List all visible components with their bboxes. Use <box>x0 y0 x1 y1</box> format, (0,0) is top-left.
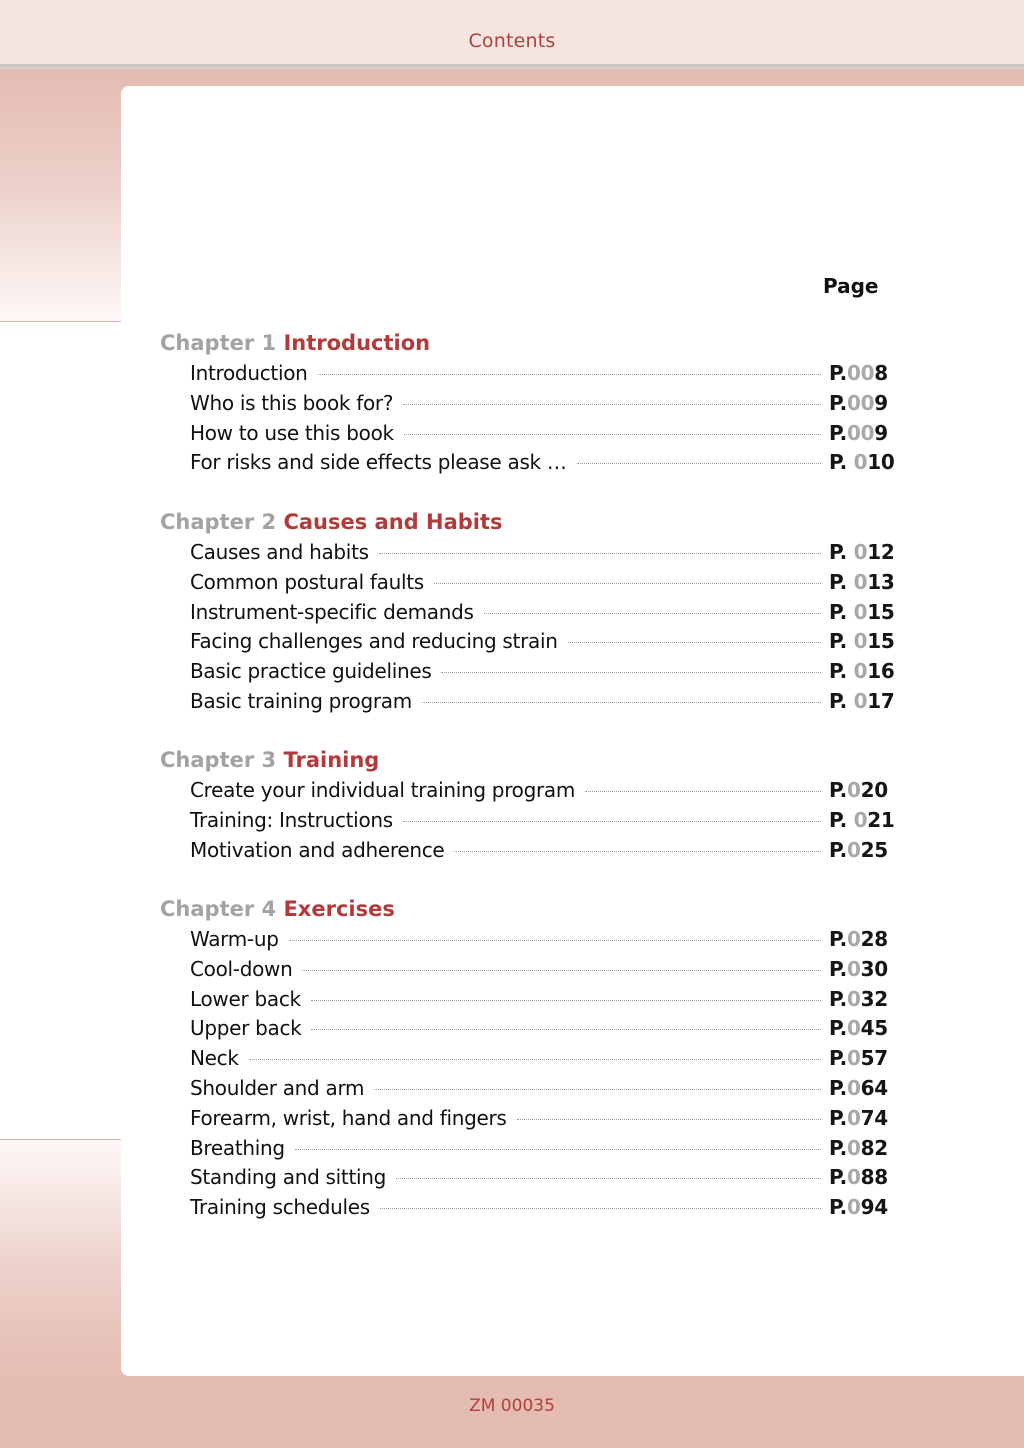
page-column-heading: Page <box>823 274 879 298</box>
page-number: 17 <box>867 689 895 713</box>
page-leading-zeros: 0 <box>853 659 868 684</box>
page-number: 32 <box>860 986 888 1011</box>
page-leading-zeros: 0 <box>853 569 868 594</box>
page-number: 21 <box>867 807 895 832</box>
toc-entry[interactable] <box>190 956 888 983</box>
toc-entry-title: Upper back <box>190 1016 302 1041</box>
page-leading-zeros: 0 <box>846 986 861 1011</box>
toc-entry-page <box>829 659 895 684</box>
toc-entry[interactable] <box>190 659 895 685</box>
chapter-1-title <box>160 331 430 355</box>
toc-entry-page <box>829 1165 888 1190</box>
page-leading-zeros: 0 <box>846 837 861 862</box>
page-prefix: P. <box>829 837 847 862</box>
page-number: 9 <box>874 420 888 445</box>
dot-leader <box>318 374 821 375</box>
page-leading-zeros: 0 <box>853 807 868 832</box>
toc-entry[interactable] <box>190 837 888 864</box>
toc-entry-title: How to use this book <box>190 420 394 445</box>
dot-leader <box>568 642 821 643</box>
side-band-divider <box>0 321 121 322</box>
toc-entry-title: Basic practice guidelines <box>190 659 432 684</box>
chapter-4-title <box>160 897 395 921</box>
page-prefix: P. <box>829 1046 847 1071</box>
chapter-label: Chapter 3 <box>160 748 277 772</box>
side-band-top <box>0 69 121 321</box>
page-number: 57 <box>860 1046 888 1071</box>
page-prefix: P. <box>829 361 847 385</box>
toc-entry[interactable] <box>190 1135 888 1162</box>
page-number: 13 <box>867 569 895 594</box>
page-leading-zeros: 00 <box>846 361 875 385</box>
toc-entry[interactable] <box>190 778 888 804</box>
page-prefix: P. <box>829 569 854 594</box>
page-number: 9 <box>874 390 888 415</box>
page-leading-zeros: 0 <box>846 1165 861 1190</box>
chapter-label: Chapter 1 <box>160 331 277 355</box>
toc-entry-page <box>829 689 895 713</box>
dot-leader <box>517 1119 821 1120</box>
page-number: 94 <box>860 1195 888 1220</box>
toc-entry-page <box>829 1105 888 1130</box>
page-number: 15 <box>867 629 895 654</box>
page-leading-zeros: 0 <box>846 1195 861 1220</box>
toc-entry-title: Training schedules <box>190 1195 370 1220</box>
page-prefix: P. <box>829 540 854 564</box>
dot-leader <box>403 404 821 405</box>
toc-entry-page <box>829 1195 888 1220</box>
toc-entry-title: Facing challenges and reducing strain <box>190 629 558 654</box>
page-number: 74 <box>860 1105 888 1130</box>
toc-entry-title: Instrument-specific demands <box>190 599 474 624</box>
page-number: 10 <box>867 450 895 475</box>
page-leading-zeros: 0 <box>846 956 861 981</box>
toc-entry-title: Shoulder and arm <box>190 1076 365 1100</box>
toc-entry[interactable] <box>190 629 895 655</box>
toc-entry-page <box>829 450 895 475</box>
dot-leader <box>380 1208 821 1209</box>
page-number: 28 <box>860 927 888 951</box>
toc-entry-title: Motivation and adherence <box>190 837 445 862</box>
dot-leader <box>379 553 821 554</box>
dot-leader <box>434 583 821 584</box>
dot-leader <box>404 434 821 435</box>
dot-leader <box>396 1178 821 1179</box>
page-number: 25 <box>860 837 888 862</box>
toc-entry-title: Warm-up <box>190 927 279 951</box>
toc-entry-title: Forearm, wrist, hand and fingers <box>190 1105 507 1130</box>
toc-entry[interactable] <box>190 361 888 387</box>
toc-entry[interactable] <box>190 1046 888 1072</box>
page-number: 64 <box>860 1076 888 1100</box>
page-prefix: P. <box>829 1105 847 1130</box>
page-prefix: P. <box>829 629 854 654</box>
toc-entry[interactable] <box>190 689 895 715</box>
toc-entry-title: Common postural faults <box>190 569 424 594</box>
toc-entry-page <box>829 420 888 445</box>
page-prefix: P. <box>829 986 847 1011</box>
dot-leader <box>454 851 821 852</box>
page-number: 8 <box>874 361 888 385</box>
toc-entry-page <box>829 599 895 624</box>
page-prefix: P. <box>829 956 847 981</box>
page-prefix: P. <box>829 450 854 475</box>
toc-entry-title: Standing and sitting <box>190 1165 387 1190</box>
page-leading-zeros: 00 <box>846 420 875 445</box>
toc-entry-title: Training: Instructions <box>190 807 393 832</box>
toc-entry-page <box>829 807 895 832</box>
page-leading-zeros: 0 <box>846 1016 861 1041</box>
dot-leader <box>585 791 821 792</box>
toc-entry-page <box>829 1076 888 1100</box>
side-band-bottom <box>0 1140 121 1380</box>
toc-entry-page <box>829 927 888 951</box>
page-number: 45 <box>860 1016 888 1041</box>
page-prefix: P. <box>829 1016 847 1041</box>
dot-leader <box>577 463 821 464</box>
dot-leader <box>295 1149 821 1150</box>
page-prefix: P. <box>829 599 854 624</box>
toc-entry-page <box>829 1135 888 1160</box>
chapter-name: Introduction <box>283 331 431 355</box>
chapter-label: Chapter 4 <box>160 897 277 921</box>
dot-leader <box>311 1029 821 1030</box>
page-leading-zeros: 0 <box>853 450 868 475</box>
page-prefix: P. <box>829 1195 847 1220</box>
page-number: 30 <box>860 956 888 981</box>
page-leading-zeros: 0 <box>853 599 868 624</box>
toc-entry-title: Causes and habits <box>190 540 369 564</box>
toc-entry-page <box>829 390 888 415</box>
dot-leader <box>374 1089 821 1090</box>
header-divider <box>0 67 1024 69</box>
toc-entry[interactable] <box>190 1165 888 1191</box>
chapter-2-title <box>160 510 503 534</box>
toc-entry-title: Cool-down <box>190 956 293 981</box>
toc-entry[interactable] <box>190 1195 888 1221</box>
page-prefix: P. <box>829 1076 847 1100</box>
page-prefix: P. <box>829 689 854 713</box>
toc-entry-title: For risks and side effects please ask … <box>190 450 567 475</box>
page-leading-zeros: 0 <box>846 1135 861 1160</box>
chapter-label: Chapter 2 <box>160 510 277 534</box>
toc-entry-title: Lower back <box>190 986 301 1011</box>
chapter-3-title <box>160 748 379 772</box>
page-number: 88 <box>860 1165 888 1190</box>
dot-leader <box>441 672 821 673</box>
page-prefix: P. <box>829 1165 847 1190</box>
page-leading-zeros: 0 <box>853 540 868 564</box>
dot-leader <box>249 1059 821 1060</box>
toc-entry-page <box>829 778 888 802</box>
page-leading-zeros: 00 <box>846 390 875 415</box>
page-prefix: P. <box>829 807 854 832</box>
toc-entry-page <box>829 1016 888 1041</box>
dot-leader <box>422 702 821 703</box>
toc-entry[interactable] <box>190 450 895 476</box>
toc-entry-page <box>829 361 888 385</box>
page-leading-zeros: 0 <box>846 1105 861 1130</box>
dot-leader <box>403 821 821 822</box>
toc-entry-title: Breathing <box>190 1135 285 1160</box>
dot-leader <box>311 1000 821 1001</box>
toc-entry[interactable] <box>190 807 895 834</box>
header-divider <box>0 64 1024 66</box>
toc-entry-title: Basic training program <box>190 689 412 713</box>
toc-entry-page <box>829 540 895 564</box>
toc-entry[interactable] <box>190 1105 888 1132</box>
header-title: Contents <box>468 30 556 52</box>
toc-entry[interactable] <box>190 540 895 566</box>
toc-entry-page <box>829 837 888 862</box>
page-prefix: P. <box>829 927 847 951</box>
page-prefix: P. <box>829 390 847 415</box>
page-leading-zeros: 0 <box>846 1046 861 1071</box>
toc-entry-page <box>829 956 888 981</box>
page-number: 15 <box>867 599 895 624</box>
toc-entry[interactable] <box>190 1076 888 1102</box>
footer-code: ZM 00035 <box>469 1396 555 1416</box>
page-number: 12 <box>867 540 895 564</box>
toc-entry-title: Neck <box>190 1046 239 1071</box>
page-prefix: P. <box>829 420 847 445</box>
page-leading-zeros: 0 <box>846 778 861 802</box>
page-number: 82 <box>860 1135 888 1160</box>
page-leading-zeros: 0 <box>853 689 868 713</box>
toc-entry-title: Who is this book for? <box>190 390 394 415</box>
toc-entry[interactable] <box>190 420 888 447</box>
toc-entry[interactable] <box>190 1016 888 1042</box>
dot-leader <box>484 613 821 614</box>
side-band-middle <box>0 321 121 1140</box>
toc-entry-title: Introduction <box>190 361 308 385</box>
toc-entry[interactable] <box>190 927 888 953</box>
page-leading-zeros: 0 <box>846 927 861 951</box>
page-leading-zeros: 0 <box>853 629 868 654</box>
toc-entry-page <box>829 1046 888 1071</box>
page-prefix: P. <box>829 659 854 684</box>
page-prefix: P. <box>829 778 847 802</box>
toc-entry[interactable] <box>190 986 888 1013</box>
toc-entry[interactable] <box>190 390 888 417</box>
toc-entry-title: Create your individual training program <box>190 778 576 802</box>
toc-entry-page <box>829 629 895 654</box>
page-prefix: P. <box>829 1135 847 1160</box>
toc-entry-page <box>829 986 888 1011</box>
toc-entry[interactable] <box>190 599 895 626</box>
chapter-name: Training <box>283 748 380 772</box>
page-number: 20 <box>860 778 888 802</box>
page-number: 16 <box>867 659 895 684</box>
page-leading-zeros: 0 <box>846 1076 861 1100</box>
dot-leader <box>302 970 821 971</box>
chapter-name: Exercises <box>283 897 395 921</box>
chapter-name: Causes and Habits <box>283 510 503 534</box>
dot-leader <box>289 940 821 941</box>
toc-entry[interactable] <box>190 569 895 596</box>
page-header <box>0 0 1024 64</box>
toc-entry-page <box>829 569 895 594</box>
